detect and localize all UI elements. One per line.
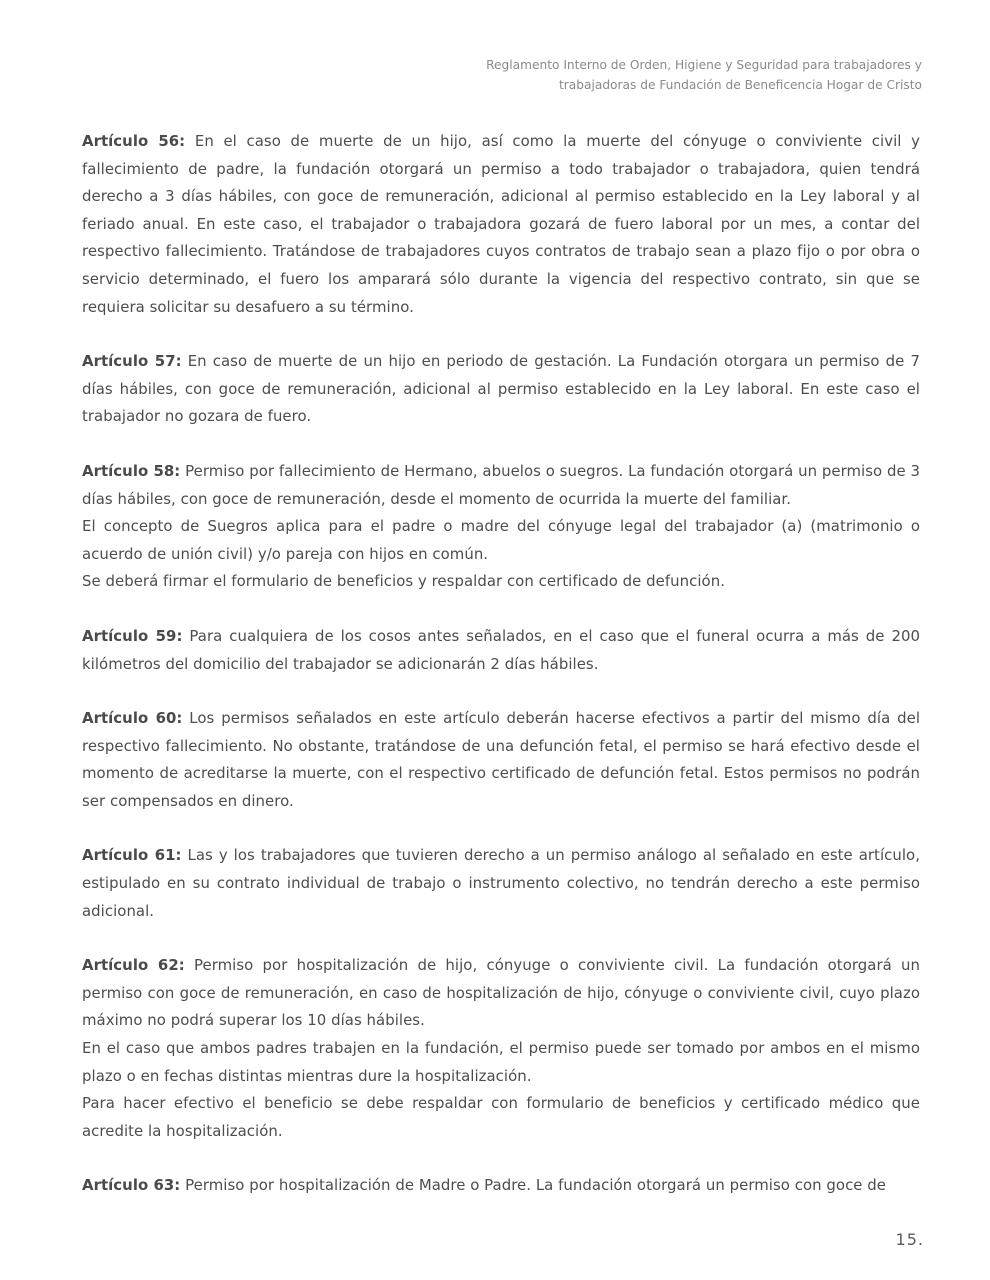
page-number: 15. (895, 1230, 924, 1249)
article-text: En el caso de muerte de un hijo, así como la muerte del cónyuge o conviviente civil y fallecimiento de padre, la fundación otorgará un permiso a todo trabajador o trabajadora, quien tendrá derecho a 3 días hábiles, con goce de remuneración, adicional al permiso establecido en la Ley laboral y al feriado anual. En este caso, el trabajador o trabajadora gozará de fuero laboral por un mes, a contar del respectivo fallecimiento. Tratándose de trabajadores cuyos contratos de trabajo sean a plazo fijo o por obra o servicio determinado, el fuero los amparará sólo durante la vigencia del respectivo contrato, sin que se requiera solicitar su desafuero a su término. (82, 132, 920, 316)
article-paragraph (82, 513, 920, 568)
article-paragraph (82, 705, 920, 815)
article-section (82, 128, 920, 321)
document-body (82, 128, 920, 1227)
article-section (82, 458, 920, 596)
document-header (322, 55, 922, 95)
article-label: Artículo 58: (82, 461, 181, 480)
article-paragraph (82, 1172, 920, 1200)
article-text: En el caso que ambos padres trabajen en la fundación, el permiso puede ser tomado por ambos en el mismo plazo o en fechas distintas mientras dure la hospitalización. (82, 1039, 920, 1085)
article-label: Artículo 63: (82, 1176, 181, 1195)
article-label: Artículo 60: (82, 709, 183, 728)
article-paragraph (82, 1035, 920, 1090)
article-paragraph (82, 458, 920, 513)
article-paragraph (82, 623, 920, 678)
article-section (82, 1172, 920, 1200)
article-text: Para cualquiera de los cosos antes señalados, en el caso que el funeral ocurra a más de 200 kilómetros del domicilio del trabajador se adicionarán 2 días hábiles. (82, 626, 921, 673)
article-text: Permiso por hospitalización de Madre o Padre. La fundación otorgará un permiso con goce de (185, 1176, 887, 1195)
header-line-2: trabajadoras de Fundación de Beneficencia Hogar de Cristo (559, 78, 922, 92)
header-line-1: Reglamento Interno de Orden, Higiene y Seguridad para trabajadores y (486, 58, 922, 72)
article-text: Permiso por hospitalización de hijo, cónyuge o conviviente civil. La fundación otorgará un permiso con goce de remuneración, en caso de hospitalización de hijo, cónyuge o conviviente civil, cuyo plazo máximo no podrá superar los 10 días hábiles. (82, 956, 920, 1030)
article-text: Permiso por fallecimiento de Hermano, abuelos o suegros. La fundación otorgará un permiso de 3 días hábiles, con goce de remuneración, desde el momento de ocurrida la muerte del familiar. (82, 461, 921, 508)
article-label: Artículo 62: (82, 956, 185, 975)
article-text: Los permisos señalados en este artículo deberán hacerse efectivos a partir del mismo día del respectivo fallecimiento. No obstante, tratándose de una defunción fetal, el permiso se hará efectivo desde el momento de acreditarse la muerte, con el respectivo certificado de defunción fetal. Estos permisos no podrán ser compensados en dinero. (82, 709, 921, 810)
article-section (82, 842, 920, 925)
article-section (82, 952, 920, 1145)
article-text: En caso de muerte de un hijo en periodo de gestación. La Fundación otorgara un permiso de 7 días hábiles, con goce de remuneración, adicional al permiso establecido en la Ley laboral. En este caso el trabajador no gozara de fuero. (82, 352, 920, 426)
article-paragraph (82, 842, 920, 925)
article-label: Artículo 61: (82, 846, 182, 865)
article-paragraph (82, 952, 920, 1035)
article-text: El concepto de Suegros aplica para el padre o madre del cónyuge legal del trabajador (a) (matrimonio o acuerdo de unión civil) y/o pareja con hijos en común. (82, 517, 920, 563)
article-text: Las y los trabajadores que tuvieren derecho a un permiso análogo al señalado en este artículo, estipulado en su contrato individual de trabajo o instrumento colectivo, no tendrán derecho a este permiso adicional. (82, 846, 920, 920)
article-paragraph (82, 1090, 920, 1145)
article-text: Para hacer efectivo el beneficio se debe respaldar con formulario de beneficios y certificado médico que acredite la hospitalización. (82, 1094, 920, 1140)
article-paragraph (82, 348, 920, 431)
article-label: Artículo 57: (82, 352, 182, 371)
article-label: Artículo 56: (82, 132, 186, 150)
article-paragraph (82, 128, 920, 321)
article-section (82, 623, 920, 678)
article-label: Artículo 59: (82, 626, 183, 645)
article-paragraph (82, 568, 920, 596)
article-text: Se deberá firmar el formulario de beneficios y respaldar con certificado de defunción. (82, 572, 725, 591)
article-section (82, 348, 920, 431)
article-section (82, 705, 920, 815)
